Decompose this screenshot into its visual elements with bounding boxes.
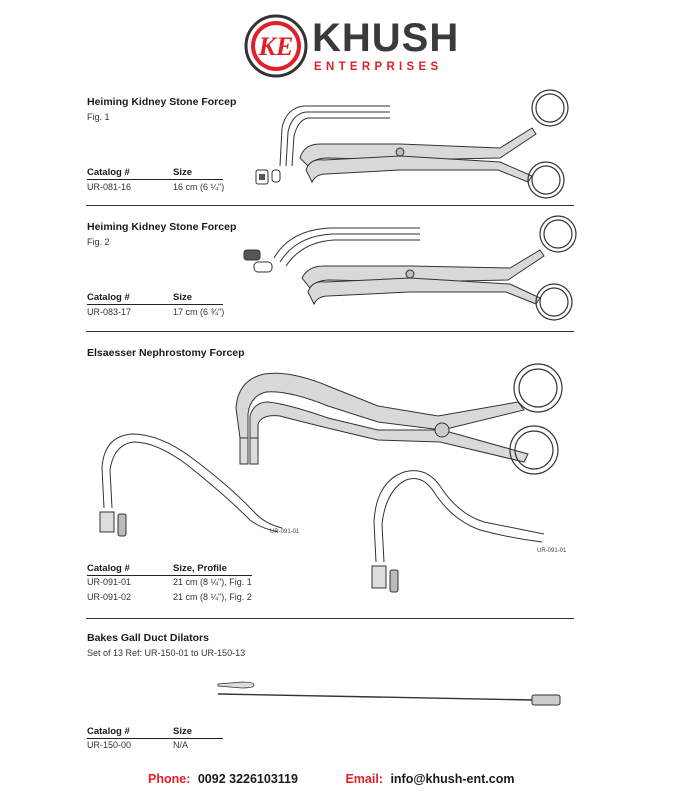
table-rule bbox=[87, 575, 252, 576]
product-title: Heiming Kidney Stone Forcep bbox=[87, 96, 237, 108]
heiming-forcep-fig1-illustration bbox=[250, 88, 580, 198]
col-size-header: Size bbox=[173, 292, 193, 303]
brand-name: KHUSH bbox=[312, 16, 460, 60]
section-divider bbox=[86, 205, 574, 206]
table-rule bbox=[87, 304, 223, 305]
col-catalog-header: Catalog # bbox=[87, 292, 130, 303]
product-subtitle: Set of 13 Ref: UR-150-01 to UR-150-13 bbox=[87, 648, 246, 658]
catalog-number: UR-083-17 bbox=[87, 307, 132, 317]
catalog-number: UR-091-01 bbox=[87, 577, 132, 587]
product-title: Heiming Kidney Stone Forcep bbox=[87, 221, 237, 233]
brand-tagline: ENTERPRISES bbox=[314, 61, 443, 73]
bakes-dilator-illustration bbox=[214, 676, 574, 706]
figure-label: UR-091-01 bbox=[537, 548, 567, 554]
size-value: N/A bbox=[173, 740, 189, 750]
size-value: 21 cm (8 ¼"), Fig. 1 bbox=[173, 577, 252, 587]
col-catalog-header: Catalog # bbox=[87, 167, 130, 178]
brand-logo bbox=[244, 14, 460, 78]
col-size-header: Size bbox=[173, 167, 193, 178]
email-label: Email: bbox=[345, 772, 383, 786]
email-address[interactable]: info@khush-ent.com bbox=[390, 772, 515, 786]
col-size-header: Size bbox=[173, 726, 193, 737]
col-catalog-header: Catalog # bbox=[87, 563, 130, 574]
product-title: Elsaesser Nephrostomy Forcep bbox=[87, 347, 245, 359]
figure-label: UR-091-01 bbox=[270, 529, 300, 535]
size-value: 21 cm (8 ¼"), Fig. 2 bbox=[173, 592, 252, 602]
product-subtitle: Fig. 2 bbox=[87, 237, 110, 247]
section-divider bbox=[86, 331, 574, 332]
catalog-number: UR-150-00 bbox=[87, 740, 132, 750]
col-catalog-header: Catalog # bbox=[87, 726, 130, 737]
elsaesser-profile-fig1 bbox=[92, 428, 292, 548]
catalog-number: UR-081-16 bbox=[87, 182, 132, 192]
phone-label: Phone: bbox=[148, 772, 191, 786]
table-rule bbox=[87, 179, 223, 180]
size-value: 16 cm (6 ¼") bbox=[173, 182, 225, 192]
elsaesser-profile-fig2 bbox=[364, 462, 567, 612]
product-title: Bakes Gall Duct Dilators bbox=[87, 632, 209, 644]
logo-mark-text: KE bbox=[258, 32, 294, 61]
catalog-number: UR-091-02 bbox=[87, 592, 132, 602]
section-divider bbox=[86, 618, 574, 619]
col-size-header: Size, Profile bbox=[173, 563, 227, 574]
ke-logo-mark bbox=[244, 14, 308, 78]
table-rule bbox=[87, 738, 223, 739]
size-value: 17 cm (6 ¾") bbox=[173, 307, 225, 317]
product-subtitle: Fig. 1 bbox=[87, 112, 110, 122]
heiming-forcep-fig2-illustration bbox=[240, 210, 580, 320]
phone-number: 0092 3226103119 bbox=[197, 772, 298, 786]
footer-contact bbox=[148, 772, 514, 786]
